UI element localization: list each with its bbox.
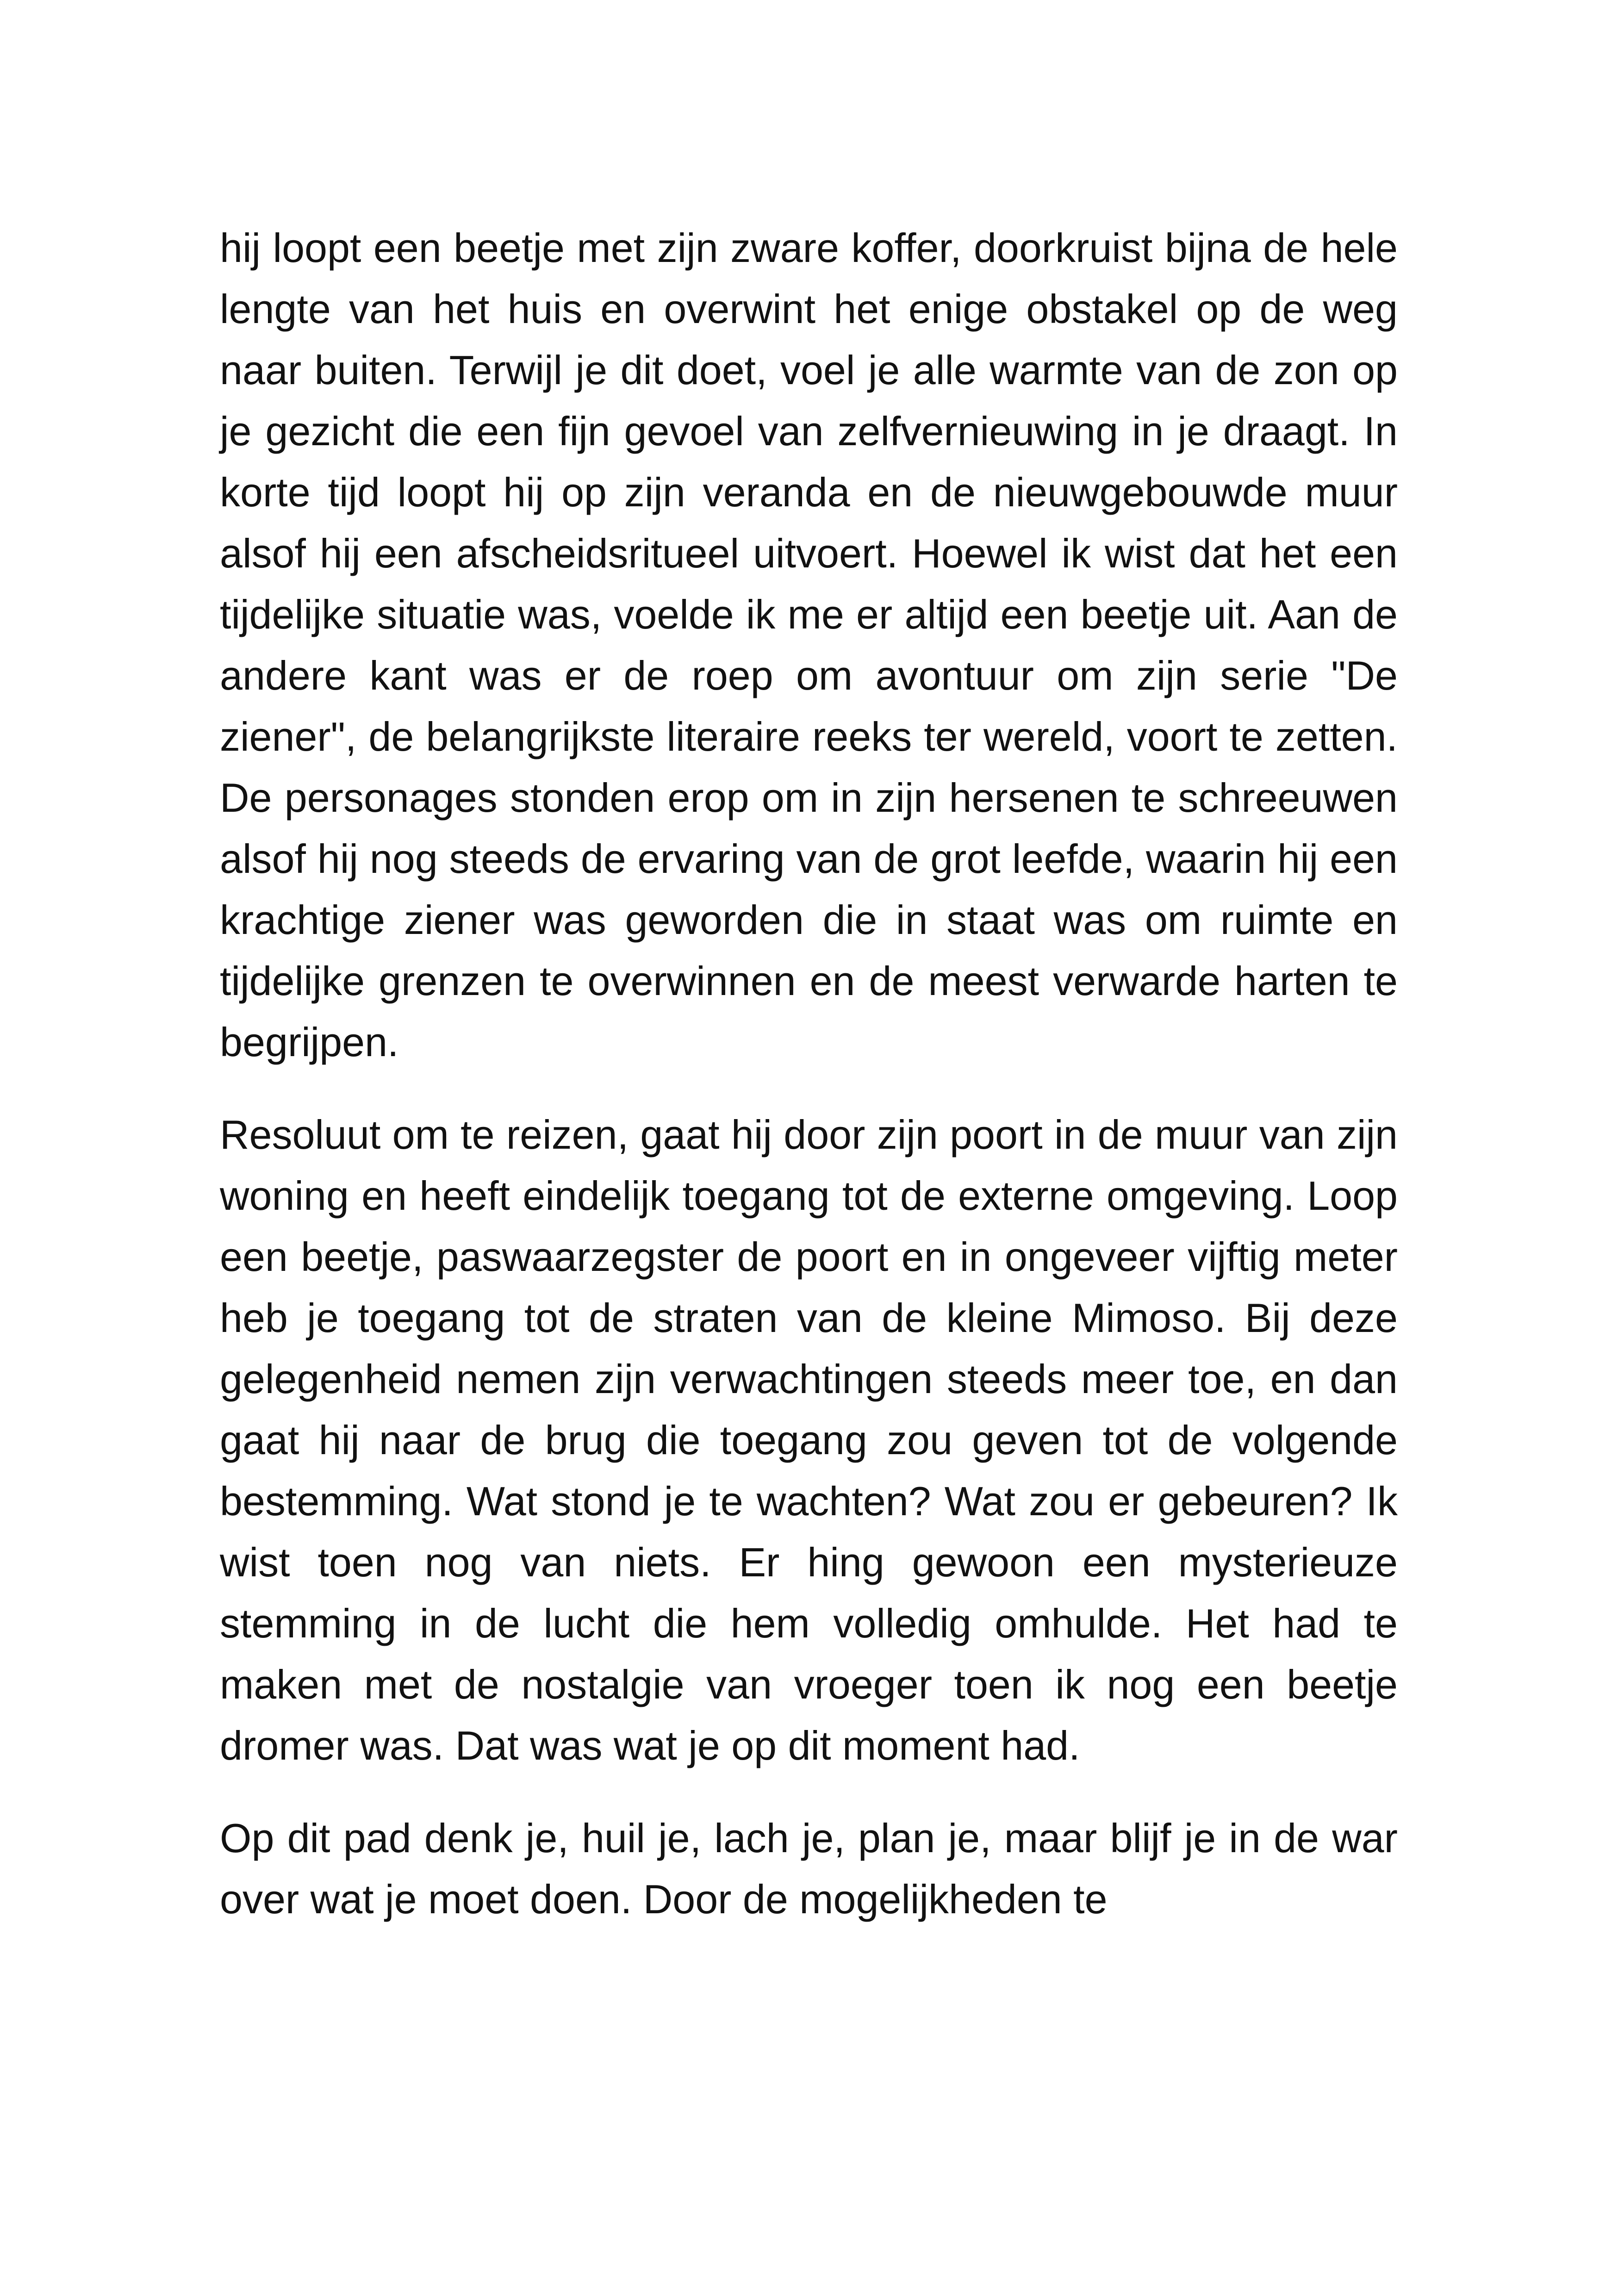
body-text — [220, 218, 1398, 1961]
paragraph-2: Resoluut om te reizen, gaat hij door zijn poort in de muur van zijn woning en heeft eindelijk toegang tot de externe omgeving. Loop een beetje, paswaarzegster de poort en in ongeveer vijftig meter heb je toegang tot de straten van de kleine Mimoso. Bij deze gelegenheid nemen zijn verwachtingen steeds meer toe, en dan gaat hij naar de brug die toegang zou geven tot de volgende bestemming. Wat stond je te wachten? Wat zou er gebeuren? Ik wist toen nog van niets. Er hing gewoon een mysterieuze stemming in de lucht die hem volledig omhulde. Het had te maken met de nostalgie van vroeger toen ik nog een beetje dromer was. Dat was wat je op dit moment had. — [220, 1112, 1398, 1768]
paragraph-1: hij loopt een beetje met zijn zware koffer, doorkruist bijna de hele lengte van het huis en overwint het enige obstakel op de weg naar buiten. Terwijl je dit doet, voel je alle warmte van de zon op je gezicht die een fijn gevoel van zelfvernieuwing in je draagt. In korte tijd loopt hij op zijn veranda en de nieuwgebouwde muur alsof hij een afscheidsritueel uitvoert. Hoewel ik wist dat het een tijdelijke situatie was, voelde ik me er altijd een beetje uit. Aan de andere kant was er de roep om avontuur om zijn serie "De ziener", de belangrijkste literaire reeks ter wereld, voort te zetten. De personages stonden erop om in zijn hersenen te schreeuwen alsof hij nog steeds de ervaring van de grot leefde, waarin hij een krachtige ziener was geworden die in staat was om ruimte en tijdelijke grenzen te overwinnen en de meest verwarde harten te begrijpen. — [220, 225, 1398, 1065]
paragraph-3: Op dit pad denk je, huil je, lach je, plan je, maar blijf je in de war over wat je moet doen. Door de mogelijkheden te — [220, 1815, 1398, 1922]
